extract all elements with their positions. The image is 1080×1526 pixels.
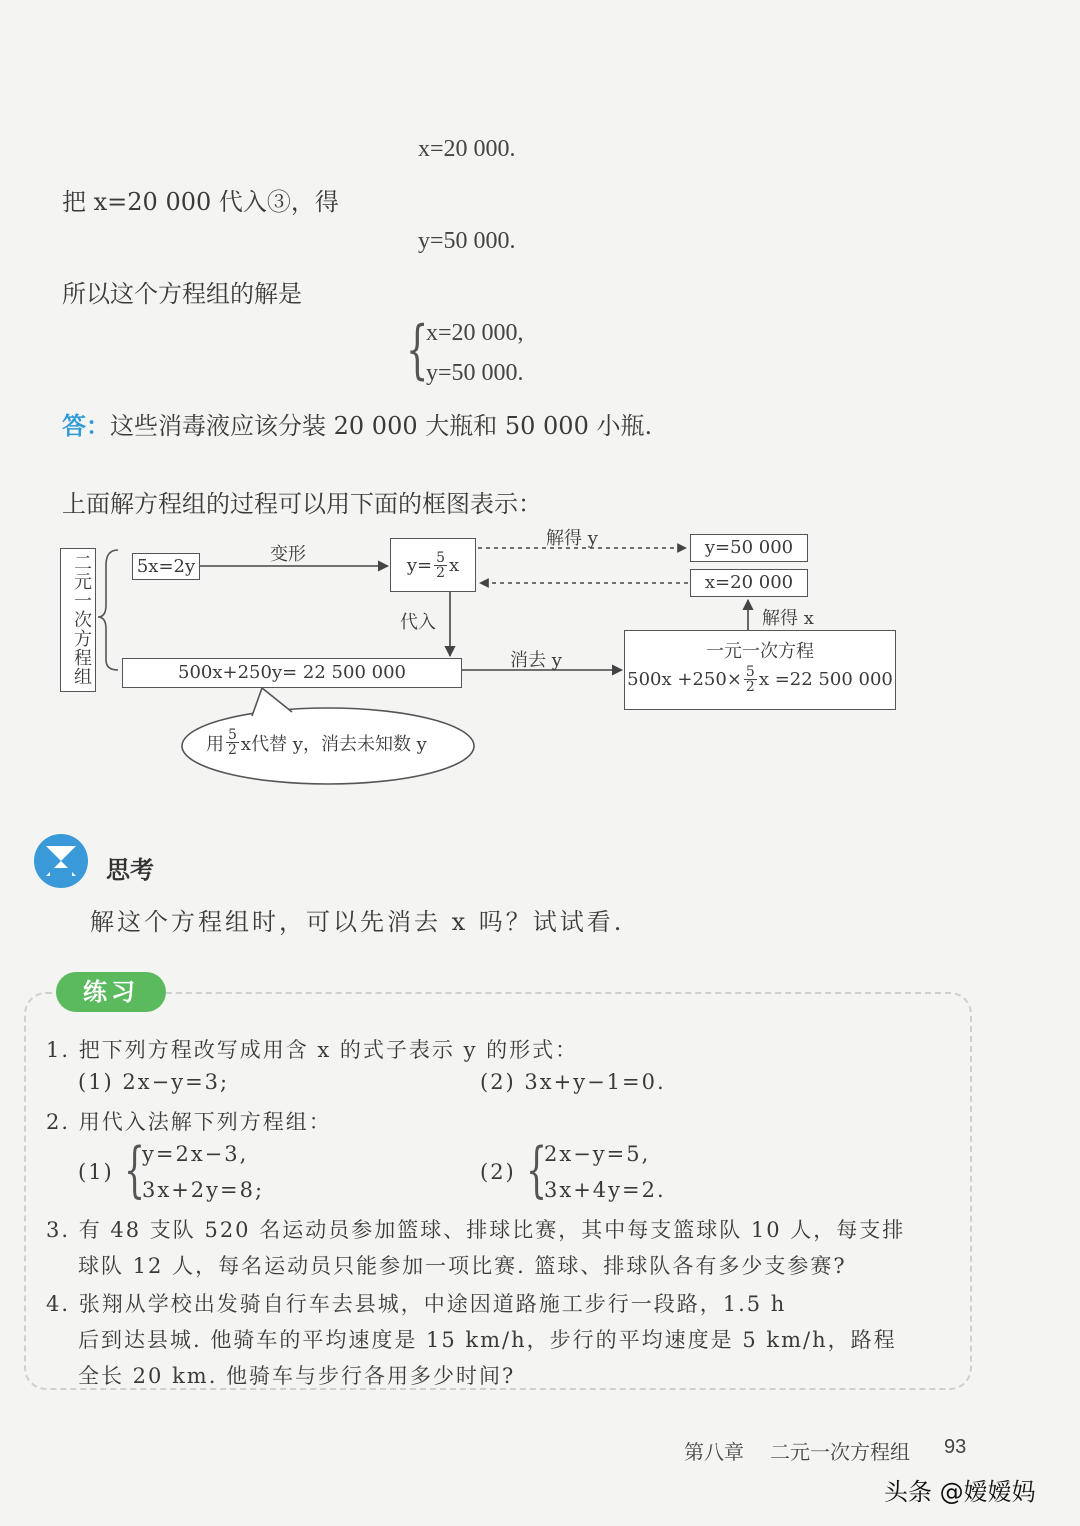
- side-bracket: [98, 550, 118, 670]
- substitute-line: 把 x=20 000 代入③，得: [62, 188, 339, 216]
- five-halves-fraction: [434, 551, 447, 580]
- fraction-num: 5: [228, 727, 237, 743]
- bubble-text: [206, 728, 427, 757]
- practice-q1-b: (2) 3x+y−1=0.: [480, 1070, 666, 1094]
- transformed-prefix: y=: [406, 554, 433, 576]
- flowchart-intro: 上面解方程组的过程可以用下面的框图表示：: [62, 490, 542, 518]
- system-y: y=50 000.: [426, 360, 524, 386]
- side-label: 二元一次方程组: [71, 553, 92, 686]
- single-eq-box: [624, 630, 896, 710]
- x-result: x=20 000.: [418, 136, 516, 162]
- x-value-box: x=20 000: [690, 569, 808, 597]
- fraction-den: 2: [745, 679, 755, 695]
- practice-q2-a-1: y=2x−3,: [142, 1142, 249, 1166]
- think-title: 思考: [106, 856, 154, 884]
- system-brace: {: [406, 313, 429, 387]
- practice-q4-line3: 全长 20 km. 他骑车与步行各用多少时间?: [78, 1364, 516, 1388]
- practice-q2-a-label: (1): [78, 1160, 114, 1184]
- bubble-prefix: 用: [206, 733, 224, 755]
- practice-q2: 2. 用代入法解下列方程组：: [46, 1110, 332, 1134]
- single-eq-fraction: [744, 665, 757, 694]
- practice-q2-b-1: 2x−y=5,: [544, 1142, 651, 1166]
- practice-q4-line2: 后到达县城. 他骑车的平均速度是 15 km/h，步行的平均速度是 5 km/h，路程: [78, 1328, 897, 1352]
- practice-tag: 练习: [56, 972, 166, 1012]
- practice-q4-line1: 4. 张翔从学校出发骑自行车去县城，中途因道路施工步行一段路，1.5 h: [46, 1292, 787, 1316]
- footer-chapter: 第八章: [684, 1440, 744, 1464]
- side-label-box: [60, 548, 96, 692]
- y-result: y=50 000.: [418, 228, 516, 254]
- transform-label: 变形: [270, 544, 306, 565]
- practice-q2-b-label: (2): [480, 1160, 516, 1184]
- think-icon: [30, 832, 92, 890]
- eq2-box: 500x+250y= 22 500 000: [122, 658, 462, 688]
- bubble-fraction: [226, 728, 239, 757]
- transformed-suffix: x: [449, 554, 460, 576]
- eq1-box: 5x=2y: [132, 553, 200, 580]
- eliminate-label: 消去 y: [510, 650, 562, 671]
- so-line: 所以这个方程组的解是: [62, 280, 302, 308]
- practice-q3-line2: 球队 12 人，每名运动员只能参加一项比赛. 篮球、排球队各有多少支参赛?: [78, 1254, 847, 1278]
- fraction-den: 2: [436, 564, 446, 581]
- practice-q1: 1. 把下列方程改写成用含 x 的式子表示 y 的形式：: [46, 1038, 579, 1062]
- answer-line: [62, 406, 652, 441]
- y-value-box: y=50 000: [690, 534, 808, 562]
- answer-text: 这些消毒液应该分装 20 000 大瓶和 50 000 小瓶.: [110, 412, 653, 440]
- fraction-num: 5: [436, 549, 446, 566]
- solve-y-label: 解得 y: [546, 528, 598, 549]
- q2-a-brace: {: [124, 1135, 146, 1205]
- watermark: 头条 @嫒嫒妈: [884, 1478, 1036, 1506]
- think-question: 解这个方程组时，可以先消去 x 吗？试试看.: [90, 908, 625, 936]
- practice-q2-a-2: 3x+2y=8;: [142, 1178, 265, 1202]
- transformed-eq-box: [390, 538, 476, 592]
- substitute-label: 代入: [400, 612, 436, 633]
- single-eq-prefix: 500x +250×: [627, 669, 742, 690]
- single-eq-suffix: x =22 500 000: [758, 669, 893, 690]
- solve-x-label: 解得 x: [762, 608, 814, 629]
- practice-q2-b-2: 3x+4y=2.: [544, 1178, 666, 1202]
- page-number: 93: [944, 1436, 967, 1458]
- single-eq-title: 一元一次方程: [706, 641, 814, 662]
- footer-chapter-title: 二元一次方程组: [770, 1440, 910, 1464]
- system-x: x=20 000,: [426, 320, 524, 346]
- q2-b-brace: {: [526, 1135, 548, 1205]
- practice-q3-line1: 3. 有 48 支队 520 名运动员参加篮球、排球比赛，其中每支篮球队 10 人，每支排: [46, 1218, 906, 1242]
- practice-q1-a: (1) 2x−y=3;: [78, 1070, 230, 1094]
- fraction-den: 2: [228, 742, 237, 758]
- bubble-suffix: x代替 y，消去未知数 y: [240, 733, 427, 755]
- answer-label: 答：: [62, 411, 110, 440]
- fraction-num: 5: [745, 664, 755, 680]
- single-eq: [625, 665, 895, 694]
